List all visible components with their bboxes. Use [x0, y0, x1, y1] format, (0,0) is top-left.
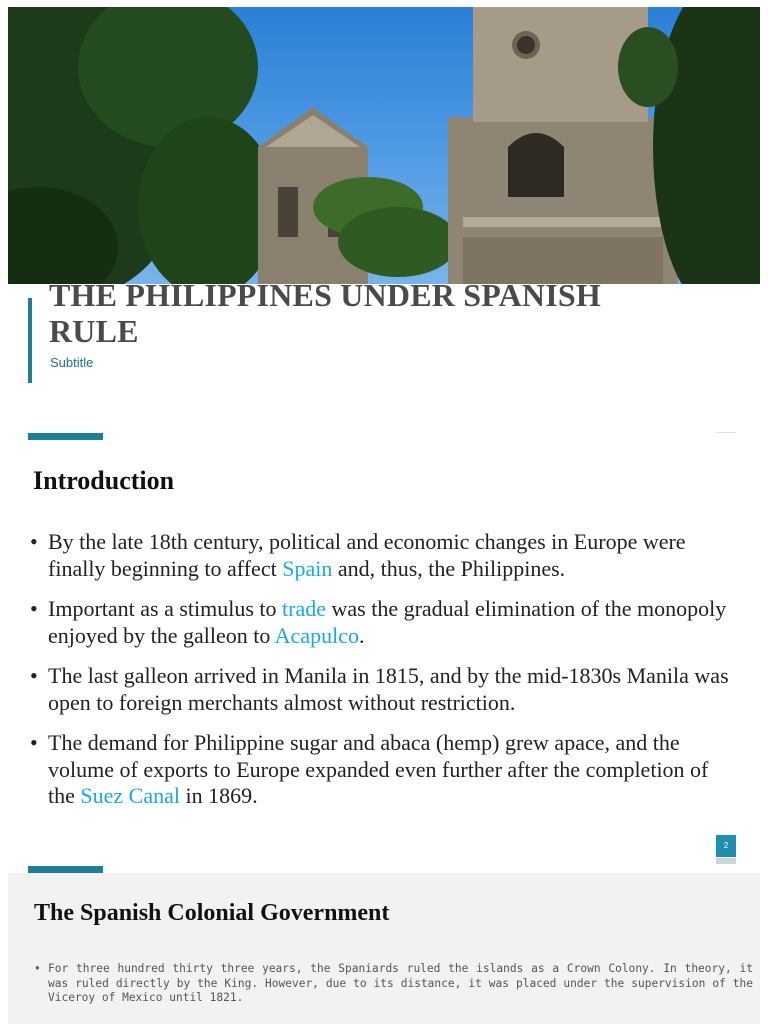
- accent-bar: [28, 866, 103, 873]
- bullet-item: [30, 730, 730, 810]
- bullet-item: [30, 529, 730, 582]
- slide-title-line-1: THE PHILIPPINES UNDER SPANISH: [49, 277, 601, 313]
- colonial-government-slide: [8, 873, 760, 1024]
- trade-link[interactable]: trade: [282, 596, 326, 621]
- bullet-dot-icon: •: [30, 529, 38, 554]
- bullet-text: Important as a stimulus to: [48, 596, 283, 621]
- bullet-text: was the gradual elimination of the monopoly enjoyed by the galleon to: [48, 596, 727, 648]
- bullet-item: [30, 663, 730, 716]
- colonial-government-bullet: [34, 962, 753, 1006]
- page-number-badge: 2: [716, 835, 736, 857]
- page-number-underline: [716, 858, 736, 864]
- bullet-text: .: [358, 622, 365, 648]
- slide-subtitle: Subtitle: [50, 355, 94, 370]
- suez-canal-link[interactable]: Suez Canal: [80, 783, 180, 808]
- bullet-item: [30, 596, 730, 649]
- introduction-bullet-list: [30, 529, 730, 824]
- title-slide: [0, 0, 768, 420]
- church-ruins-photo: [8, 7, 760, 284]
- bullet-text: The last galleon arrived in Manila in 1815, and by the mid-1830s Manila was open to foreign merchants almost without restriction.: [48, 663, 729, 715]
- bullet-text: in 1869.: [179, 783, 258, 808]
- header-rule: [716, 432, 736, 433]
- introduction-slide: [0, 421, 768, 867]
- bullet-text: and, thus, the Philippines.: [332, 555, 566, 581]
- church-ruins-illustration: [8, 7, 760, 284]
- colonial-government-text: For three hundred thirty three years, the Spaniards ruled the islands as a Crown Colony. In theory, it was ruled directly by the King. However, due to its distance, it was placed under the supervision of the Viceroy of Mexico until 1821.: [48, 962, 753, 1004]
- bullet-text: By the late 18th century, political and economic changes in Europe were finally beginning to affect: [48, 529, 686, 581]
- bullet-text: The demand for Philippine sugar and abaca (hemp) grew apace, and the volume of exports to Europe expanded even further after the completion of the: [48, 730, 709, 808]
- bullet-dot-icon: •: [34, 962, 41, 975]
- spain-link[interactable]: Spain: [282, 555, 333, 581]
- introduction-heading: Introduction: [33, 466, 175, 495]
- bullet-dot-icon: •: [30, 730, 38, 755]
- bullet-dot-icon: •: [30, 663, 38, 688]
- accent-bar: [28, 433, 103, 440]
- slide-title: [49, 277, 689, 349]
- bullet-dot-icon: •: [30, 596, 38, 621]
- title-accent-bar: [28, 298, 32, 383]
- slide-title-line-2: RULE: [49, 313, 139, 349]
- colonial-government-heading: The Spanish Colonial Government: [34, 900, 390, 926]
- acapulco-link[interactable]: Acapulco: [274, 622, 359, 648]
